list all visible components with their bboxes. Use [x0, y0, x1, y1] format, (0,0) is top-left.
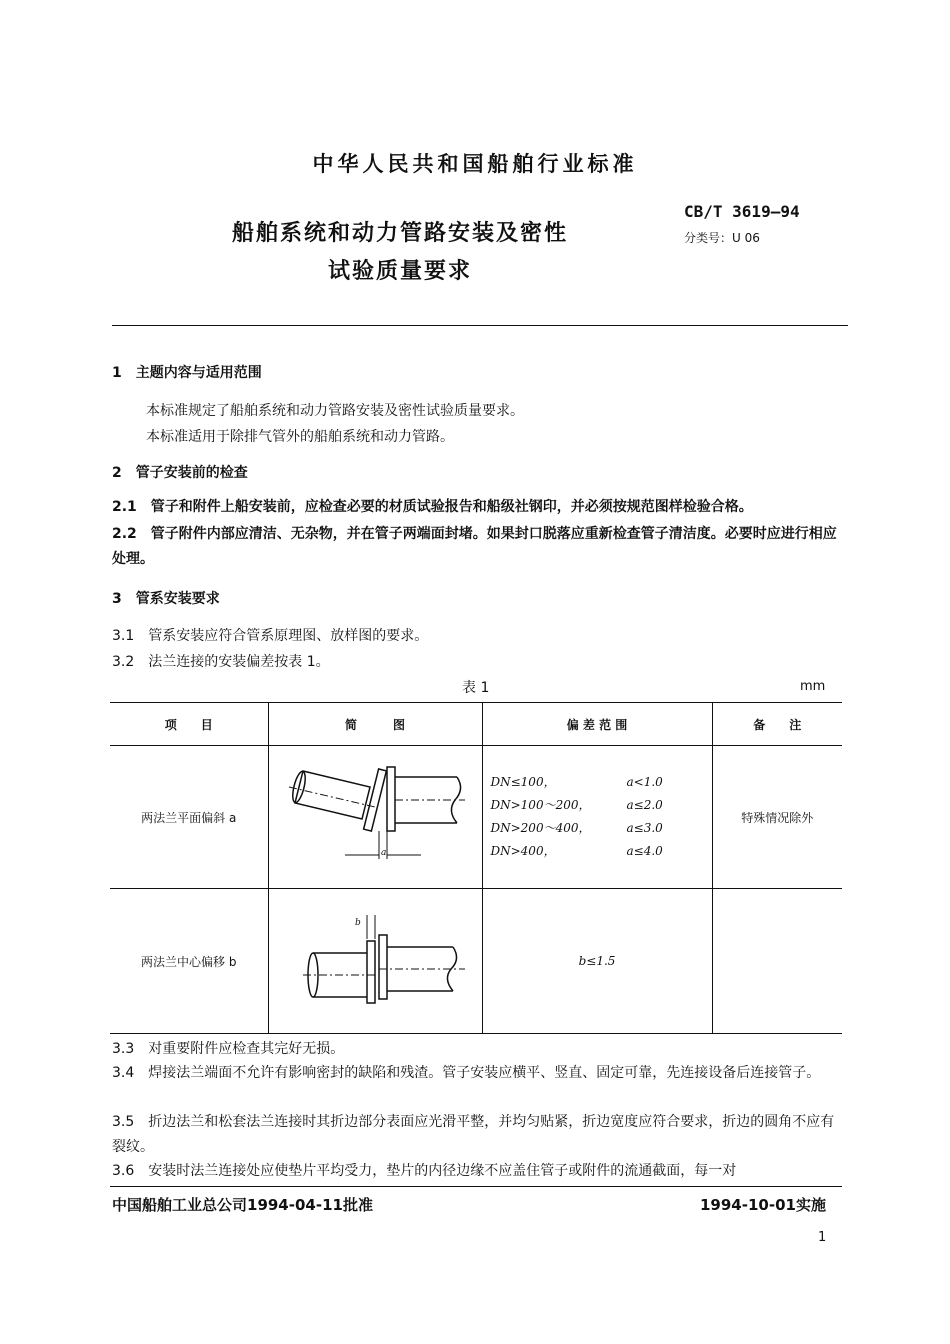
footer-rule: [110, 1186, 842, 1187]
approval-line: 中国船舶工业总公司1994-04-11批准: [112, 1196, 373, 1214]
section-1-heading: 1 主题内容与适用范围: [112, 365, 262, 381]
row1-diagram: [268, 746, 482, 889]
range-line: DN≤100， a<1.0: [490, 775, 663, 789]
row1-note: 特殊情况除外: [712, 746, 842, 889]
range-line: DN>100～200， a≤2.0: [490, 798, 663, 812]
clause-3-1: 3.1 管系安装应符合管系原理图、放样图的要求。: [112, 628, 429, 644]
fig-label-b: b: [355, 917, 361, 928]
range-line: DN>200～400， a≤3.0: [490, 821, 663, 835]
clause-3-3: 3.3 对重要附件应检查其完好无损。: [112, 1041, 345, 1057]
row2-note: [712, 889, 842, 1034]
flange-tilt-diagram: [275, 751, 475, 881]
clause-3-5: 3.5 折边法兰和松套法兰连接时其折边部分表面应光滑平整，并均匀贴紧，折边宽度应符合要求，折边的圆角不应有裂纹。: [112, 1114, 835, 1155]
page-number: 1: [818, 1230, 827, 1245]
section-1-para-2: 本标准适用于除排气管外的船舶系统和动力管路。: [146, 429, 454, 445]
deviation-table: [110, 702, 842, 1034]
table-header-row: [110, 703, 842, 746]
table-unit: mm: [800, 679, 826, 694]
clause-3-2: 3.2 法兰连接的安装偏差按表 1。: [112, 654, 330, 670]
clause-3-4: 3.4 焊接法兰端面不允许有影响密封的缺陷和残渣。管子安装应横平、竖直、固定可靠，先连接设备后连接管子。: [112, 1065, 821, 1081]
fig-label-a: a: [381, 847, 387, 858]
header-range: 偏 差 范 围: [482, 703, 712, 746]
table-caption: 表 1: [462, 680, 490, 696]
section-3-heading: 3 管系安装要求: [112, 591, 220, 607]
header-rule: [112, 325, 848, 326]
row2-range: b≤1.5: [482, 889, 712, 1034]
flange-offset-diagram: [275, 895, 475, 1025]
table-row: [110, 746, 842, 889]
classification-number: 分类号：U 06: [684, 231, 760, 245]
row1-item: 两法兰平面偏斜 a: [110, 746, 268, 889]
clause-2-1: 2.1 管子和附件上船安装前，应检查必要的材质试验报告和船级社钢印，并必须按规范图样检验合格。: [112, 499, 753, 515]
section-1-para-1: 本标准规定了船舶系统和动力管路安装及密性试验质量要求。: [146, 403, 524, 419]
document-title-line1: 船舶系统和动力管路安装及密性: [231, 221, 568, 246]
table-row: [110, 889, 842, 1034]
document-title-line2: 试验质量要求: [327, 259, 472, 284]
standard-code: CB/T 3619—94: [684, 202, 800, 221]
clause-2-2: 2.2 管子附件内部应清洁、无杂物，并在管子两端面封堵。如果封口脱落应重新检查管子清洁度。必要时应进行相应处理。: [112, 526, 837, 567]
range-line: DN>400， a≤4.0: [490, 844, 663, 858]
header-note: 备 注: [712, 703, 842, 746]
header-item: 项 目: [110, 703, 268, 746]
row2-item: 两法兰中心偏移 b: [110, 889, 268, 1034]
row2-diagram: [268, 889, 482, 1034]
implementation-date: 1994-10-01实施: [700, 1196, 826, 1214]
section-2-heading: 2 管子安装前的检查: [112, 465, 248, 481]
header-diagram: 简 图: [268, 703, 482, 746]
issuing-org: 中华人民共和国船舶行业标准: [312, 152, 638, 176]
row1-ranges: [482, 746, 712, 889]
clause-3-6: 3.6 安装时法兰连接处应使垫片平均受力，垫片的内径边缘不应盖住管子或附件的流通截面，每一对: [112, 1163, 737, 1179]
